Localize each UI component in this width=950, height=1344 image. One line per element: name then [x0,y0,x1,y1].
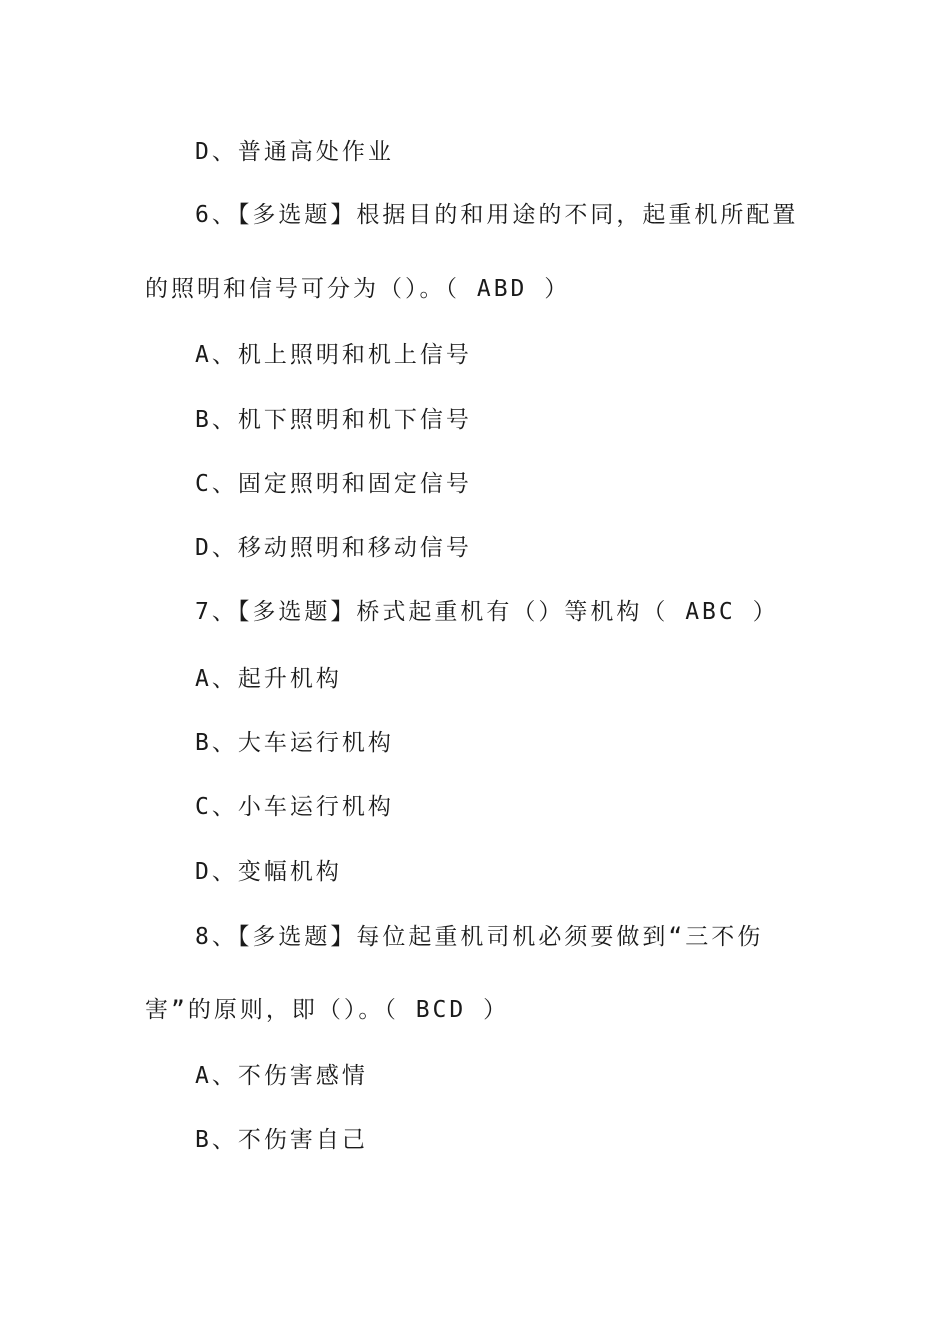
option-line: A、机上照明和机上信号 [195,342,472,368]
option-line: D、变幅机构 [195,859,342,885]
question-6-line-1: 6、【多选题】根据目的和用途的不同，起重机所配置 [195,202,799,228]
option-line: B、大车运行机构 [195,730,394,756]
option-line: D、普通高处作业 [195,139,394,165]
option-line: B、不伤害自己 [195,1127,368,1153]
question-7-line: 7、【多选题】桥式起重机有（）等机构（ ABC ） [195,599,779,625]
option-line: C、固定照明和固定信号 [195,471,472,497]
option-line: A、起升机构 [195,666,342,692]
question-8-line-1: 8、【多选题】每位起重机司机必须要做到“三不伤 [195,924,764,950]
question-8-line-2: 害”的原则，即（）。（ BCD ） [145,997,510,1023]
option-line: C、小车运行机构 [195,794,394,820]
question-6-line-2: 的照明和信号可分为（）。（ ABD ） [145,276,571,302]
option-line: B、机下照明和机下信号 [195,407,472,433]
option-line: D、移动照明和移动信号 [195,535,472,561]
option-line: A、不伤害感情 [195,1063,368,1089]
